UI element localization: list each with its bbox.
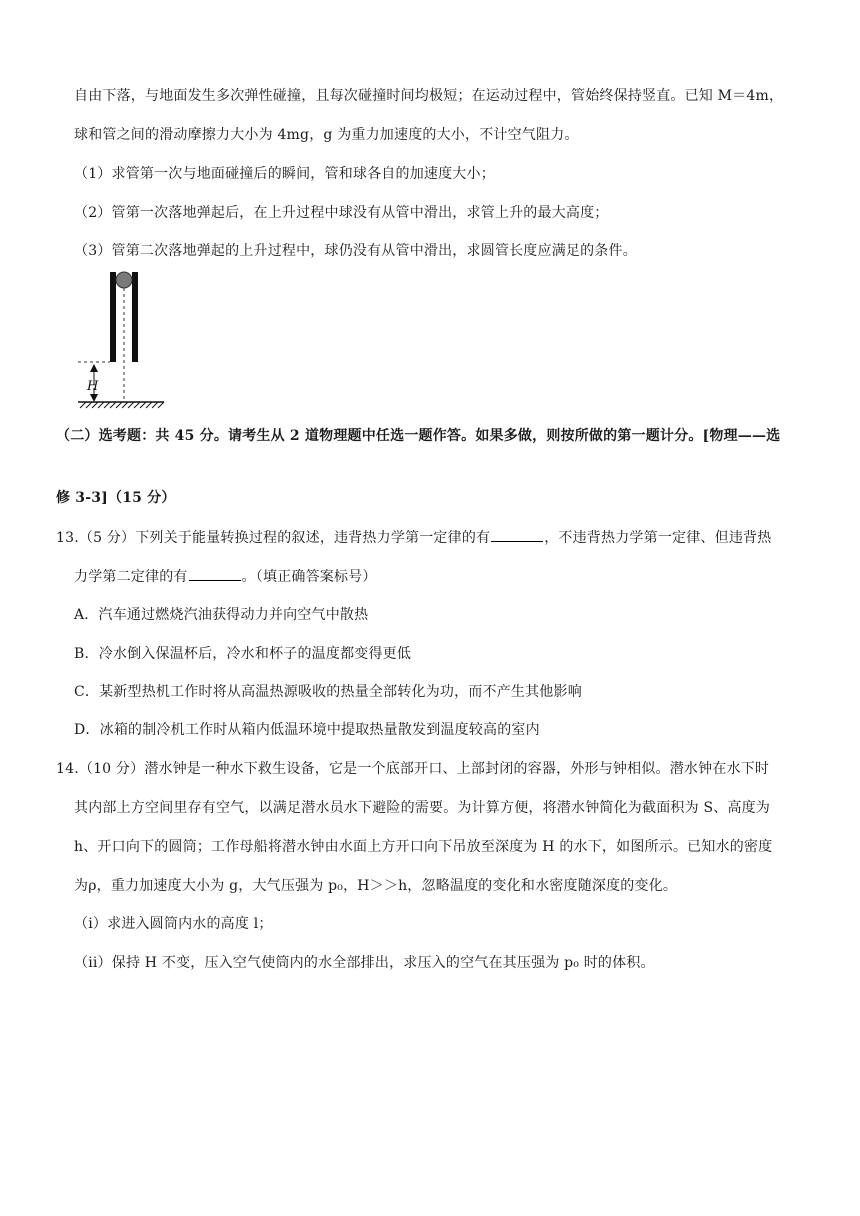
q13-stem-1a: 13.（5 分）下列关于能量转换过程的叙述，违背热力学第一定律的有 (56, 530, 491, 546)
q14-part-ii: （ii）保持 H 不变，压入空气使筒内的水全部排出，求压入的空气在其压强为 p₀ 时的体积。 (74, 955, 655, 971)
q13-option-d: D．冰箱的制冷机工作时从箱内低温环境中提取热量散发到温度较高的室内 (74, 722, 540, 738)
tube-right-wall (132, 272, 138, 362)
q13-stem-1b: ，不违背热力学第一定律、但违背热 (544, 530, 772, 546)
q13-option-b: B．冷水倒入保温杯后，冷水和杯子的温度都变得更低 (74, 646, 412, 662)
q14-stem-line-1: 14.（10 分）潜水钟是一种水下救生设备，它是一个底部开口、上部封闭的容器，外形与钟相似。潜水钟在水下时 (56, 761, 770, 777)
intro-line-2: 球和管之间的滑动摩擦力大小为 4mg，g 为重力加速度的大小，不计空气阻力。 (74, 127, 579, 143)
q13-stem-line-1 (56, 527, 771, 548)
section-header-line-2: 修 3-3]（15 分） (56, 490, 176, 506)
q13-blank-1[interactable] (491, 527, 543, 542)
q14-stem-line-4: 为ρ，重力加速度大小为 g，大气压强为 p₀，H＞＞h，忽略温度的变化和水密度随深度的变化。 (74, 878, 678, 894)
tube-ball-diagram (74, 268, 174, 410)
q14-stem-line-2: 其内部上方空间里存有空气，以满足潜水员水下避险的需要。为计算方便，将潜水钟简化为截面积为 S、高度为 (74, 800, 771, 816)
intro-line-1: 自由下落，与地面发生多次弹性碰撞，且每次碰撞时间均极短；在运动过程中，管始终保持竖直。已知 M＝4m， (74, 88, 784, 104)
ball (116, 272, 132, 288)
q13-stem-2a: 力学第二定律的有 (74, 569, 188, 585)
q12-part-2: （2）管第一次落地弹起后，在上升过程中球没有从管中滑出，求管上升的最大高度； (74, 205, 609, 221)
q13-option-a: A．汽车通过燃烧汽油获得动力并向空气中散热 (74, 607, 369, 623)
tube-left-wall (110, 272, 116, 362)
tube-ball-figure (74, 268, 174, 410)
section-header-line-1: （二）选考题：共 45 分。请考生从 2 道物理题中任选一题作答。如果多做，则按所做的第一题计分。[物理——选 (56, 428, 781, 444)
q12-part-3: （3）管第二次落地弹起的上升过程中，球仍没有从管中滑出，求圆管长度应满足的条件。 (74, 243, 637, 259)
q13-stem-2b: 。（填正确答案标号） (241, 569, 377, 585)
ground-hatch (80, 402, 164, 408)
q14-stem-line-3: h、开口向下的圆筒；工作母船将潜水钟由水面上方开口向下吊放至深度为 H 的水下，如图所示。已知水的密度 (74, 839, 773, 855)
height-arrowhead-up (90, 364, 98, 372)
q13-option-c: C．某新型热机工作时将从高温热源吸收的热量全部转化为功，而不产生其他影响 (74, 684, 582, 700)
q13-stem-line-2 (74, 566, 377, 587)
height-label: H (87, 379, 99, 394)
q13-blank-2[interactable] (189, 566, 241, 581)
q14-part-i: （i）求进入圆筒内水的高度 l； (74, 916, 273, 932)
height-arrowhead-down (90, 394, 98, 402)
q12-part-1: （1）求管第一次与地面碰撞后的瞬间，管和球各自的加速度大小； (74, 166, 495, 182)
